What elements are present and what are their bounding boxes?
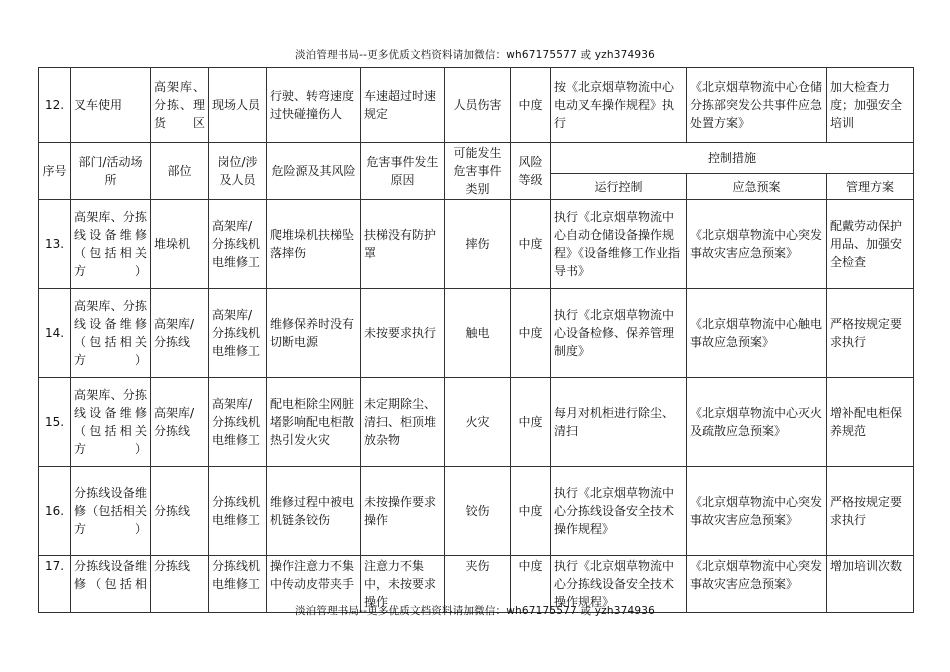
row-category: 火灾 [445, 378, 511, 467]
row-category: 触电 [445, 289, 511, 378]
row-location: 高架库/分拣线 [151, 378, 209, 467]
row-hazard: 配电柜除尘网脏堵影响配电柜散热引发火灾 [267, 378, 361, 467]
header-op-control: 运行控制 [551, 174, 687, 200]
table-header-row [39, 143, 914, 174]
row-category: 铰伤 [445, 467, 511, 556]
row-seq: 15. [39, 378, 71, 467]
header-location: 部位 [151, 143, 209, 200]
row-level: 中度 [511, 556, 551, 613]
risk-table [38, 67, 914, 613]
row-mgmt-plan: 严格按规定要求执行 [827, 467, 914, 556]
table-row [39, 200, 914, 289]
header-dept: 部门/活动场所 [71, 143, 151, 200]
row-hazard: 操作注意力不集中传动皮带夹手 [267, 556, 361, 613]
row-dept: 叉车使用 [71, 68, 151, 143]
row-post: 分拣线机电维修工 [209, 467, 267, 556]
row-post: 现场人员 [209, 68, 267, 143]
row-category: 摔伤 [445, 200, 511, 289]
row-op-control: 执行《北京烟草物流中心分拣线设备安全技术操作规程》 [551, 467, 687, 556]
row-level: 中度 [511, 68, 551, 143]
table-row [39, 68, 914, 143]
header-hazard: 危险源及其风险 [267, 143, 361, 200]
row-cause: 扶梯没有防护罩 [361, 200, 445, 289]
row-emergency-plan: 《北京烟草物流中心突发事故灾害应急预案》 [687, 556, 827, 613]
row-hazard: 维修保养时没有切断电源 [267, 289, 361, 378]
row-op-control: 执行《北京烟草物流中心自动仓储设备操作规程》《设备维修工作业指导书》 [551, 200, 687, 289]
row-mgmt-plan: 加大检查力度；加强安全培训 [827, 68, 914, 143]
row-mgmt-plan: 增补配电柜保养规范 [827, 378, 914, 467]
row-post: 高架库/分拣线机电维修工 [209, 378, 267, 467]
table-row [39, 378, 914, 467]
header-seq: 序号 [39, 143, 71, 200]
row-category: 夹伤 [445, 556, 511, 613]
row-location: 分拣线 [151, 467, 209, 556]
table-row [39, 289, 914, 378]
row-seq: 12. [39, 68, 71, 143]
row-category: 人员伤害 [445, 68, 511, 143]
row-cause: 车速超过时速规定 [361, 68, 445, 143]
row-dept: 高架库、分拣线设备维修（包括相关方） [71, 378, 151, 467]
row-seq: 17. [39, 556, 71, 613]
row-emergency-plan: 《北京烟草物流中心灭火及疏散应急预案》 [687, 378, 827, 467]
page-footer: 淡泊管理书局--更多优质文档资料请加微信：wh67175577 或 yzh374936 [294, 605, 655, 617]
row-mgmt-plan: 严格按规定要求执行 [827, 289, 914, 378]
row-cause: 未按要求执行 [361, 289, 445, 378]
row-level: 中度 [511, 289, 551, 378]
header-category: 可能发生危害事件类别 [445, 143, 511, 200]
row-emergency-plan: 《北京烟草物流中心触电事故应急预案》 [687, 289, 827, 378]
row-op-control: 每月对机柜进行除尘、清扫 [551, 378, 687, 467]
row-op-control: 按《北京烟草物流中心电动叉车操作规程》执行 [551, 68, 687, 143]
row-emergency-plan: 《北京烟草物流中心突发事故灾害应急预案》 [687, 200, 827, 289]
row-emergency-plan: 《北京烟草物流中心突发事故灾害应急预案》 [687, 467, 827, 556]
header-emergency-plan: 应急预案 [687, 174, 827, 200]
row-cause: 注意力不集中，未按要求操作 [361, 556, 445, 613]
row-post: 分拣线机电维修工 [209, 556, 267, 613]
header-post: 岗位/涉及人员 [209, 143, 267, 200]
row-location: 高架库、分拣、理货区 [151, 68, 209, 143]
row-mgmt-plan: 配戴劳动保护用品、加强安全检查 [827, 200, 914, 289]
row-level: 中度 [511, 467, 551, 556]
row-dept: 高架库、分拣线设备维修（包括相关方） [71, 200, 151, 289]
row-emergency-plan: 《北京烟草物流中心仓储分拣部突发公共事件应急处置方案》 [687, 68, 827, 143]
header-mgmt-plan: 管理方案 [827, 174, 914, 200]
table-row [39, 467, 914, 556]
row-seq: 14. [39, 289, 71, 378]
header-level: 风险等级 [511, 143, 551, 200]
row-location: 堆垛机 [151, 200, 209, 289]
header-cause: 危害事件发生原因 [361, 143, 445, 200]
row-hazard: 爬堆垛机扶梯坠落摔伤 [267, 200, 361, 289]
row-seq: 16. [39, 467, 71, 556]
row-level: 中度 [511, 200, 551, 289]
page-header: 淡泊管理书局--更多优质文档资料请加微信：wh67175577 或 yzh374936 [294, 49, 655, 61]
row-cause: 未定期除尘、清扫、柜顶堆放杂物 [361, 378, 445, 467]
row-seq: 13. [39, 200, 71, 289]
row-dept: 分拣线设备维修（包括相 [71, 556, 151, 613]
row-post: 高架库/分拣线机电维修工 [209, 289, 267, 378]
row-mgmt-plan: 增加培训次数 [827, 556, 914, 613]
header-control: 控制措施 [551, 143, 914, 174]
row-dept: 分拣线设备维修（包括相关方） [71, 467, 151, 556]
row-cause: 未按操作要求操作 [361, 467, 445, 556]
row-dept: 高架库、分拣线设备维修（包括相关方） [71, 289, 151, 378]
row-location: 分拣线 [151, 556, 209, 613]
row-location: 高架库/分拣线 [151, 289, 209, 378]
row-op-control: 执行《北京烟草物流中心分拣线设备安全技术操作规程》 [551, 556, 687, 613]
row-level: 中度 [511, 378, 551, 467]
row-op-control: 执行《北京烟草物流中心设备检修、保养管理制度》 [551, 289, 687, 378]
row-post: 高架库/分拣线机电维修工 [209, 200, 267, 289]
row-hazard: 行驶、转弯速度过快碰撞伤人 [267, 68, 361, 143]
row-hazard: 维修过程中被电机链条铰伤 [267, 467, 361, 556]
